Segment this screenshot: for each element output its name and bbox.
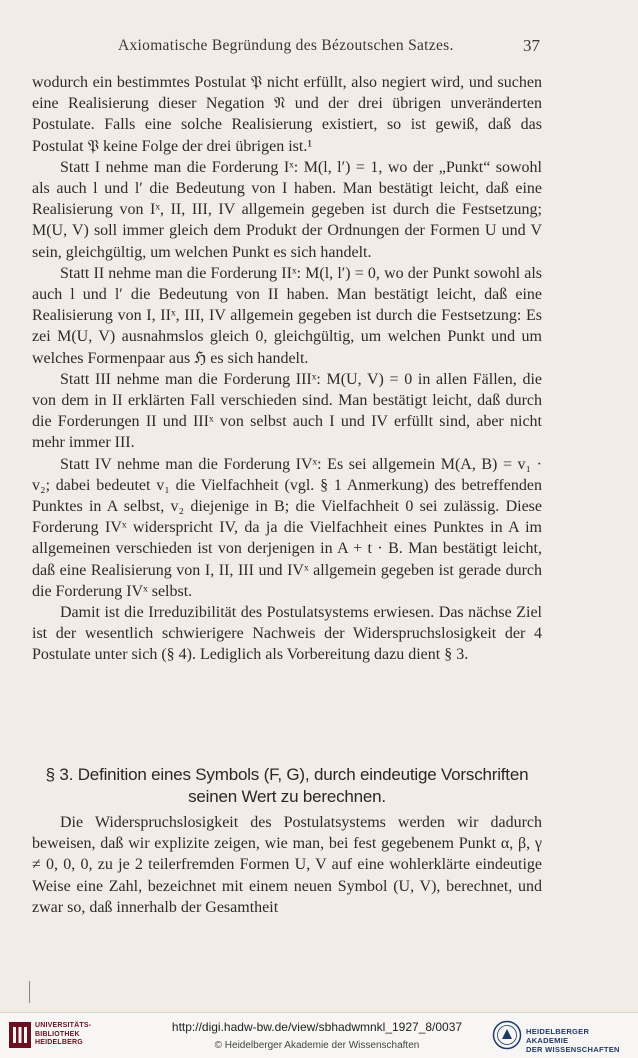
running-title: Axiomatische Begründung des Bézoutschen Satzes.	[118, 37, 454, 54]
paragraph: Statt III nehme man die Forderung IIIˣ: M(U, V) = 0 in allen Fällen, die von dem in II erklärten Fall verschieden sind. Man bestätigt leicht, daß durch die Forderungen II und IIIˣ von selbst auch I und IV erfüllt sind, aber nicht mehr immer III.	[32, 370, 542, 452]
academy-logo[interactable]	[492, 1018, 630, 1054]
section-body	[32, 812, 542, 918]
library-emblem-icon	[8, 1021, 32, 1049]
paragraph: Statt I nehme man die Forderung Iˣ: M(l, l′) = 1, wo der „Punkt“ sowohl als auch l und l′ die Bedeutung von I haben. Man bestätigt leicht, daß eine Realisierung von Iˣ, II, III, IV allgemein gegeben ist durch die Festsetzung; M(U, V) soll immer gleich dem Produkt der Ordnungen der Formen U und V sein, gleichgültig, um welchen Punkt es sich handelt.	[32, 158, 542, 261]
viewer-footer	[0, 1012, 638, 1058]
academy-seal-icon	[492, 1020, 522, 1050]
section-heading-line: seinen Wert zu berechnen.	[188, 787, 386, 806]
page-number: 37	[523, 36, 540, 55]
permalink-url[interactable]: http://digi.hadw-bw.de/view/sbhadwmnkl_1927_8/0037	[171, 1020, 463, 1034]
library-logo-text: UNIVERSITÄTS- BIBLIOTHEK HEIDELBERG	[35, 1022, 92, 1046]
paragraph: Damit ist die Irreduzibilität des Postulatsystems erwiesen. Das nächse Ziel ist der wesentlich schwierigere Nachweis der Widerspruchslosigkeit der 4 Postulate unter sich (§ 4). Lediglich als Vorbereitung dazu dient § 3.	[32, 604, 542, 664]
paragraph: Statt IV nehme man die Forderung IVˣ: Es sei allgemein M(A, B) = v₁ · v₂; dabei bedeutet v₁ die Vielfachheit (vgl. § 1 Anmerkung) des betreffenden Punktes in A selbst, v₂ diejenige in B; die Vielfachheit 0 sei zulässig. Diese Forderung IVˣ widerspricht IV, da ja die Vielfachheit eines Punktes in A im allgemeinen verschieden ist von derjenigen in A + t · B. Man bestätigt leicht, daß eine Realisierung von I, II, III und IVˣ allgemein gegeben ist gerade durch die Forderung IVˣ selbst.	[32, 455, 542, 600]
section-heading-line: § 3. Definition eines Symbols (F, G), durch eindeutige Vorschriften	[45, 765, 529, 784]
body-text	[32, 72, 542, 666]
margin-mark	[29, 981, 30, 1003]
copyright-notice: © Heidelberger Akademie der Wissenschaften	[214, 1040, 420, 1051]
paragraph: Die Widerspruchslosigkeit des Postulatsystems werden wir dadurch beweisen, daß wir explizite zeigen, wie man, bei fest gegebenem Punkt α, β, γ ≠ 0, 0, 0, zu je 2 teilerfremden Formen U, V auf eine wohlerklärte eindeutige Weise eine Zahl, bezeichnet mit einem neuen Symbol (U, V), berechnet, und zwar so, daß innerhalb der Gesamtheit	[32, 814, 542, 916]
university-library-logo[interactable]	[8, 1018, 138, 1054]
paragraph: Statt II nehme man die Forderung IIˣ: M(l, l′) = 0, wo der Punkt sowohl als auch l und l′ die Bedeutung von II haben. Man bestätigt leicht, daß eine Realisierung von I, IIˣ, III, IV allgemein gegeben ist durch die Festsetzung: Es zei M(U, V) ausnahmslos gleich 0, gleichgültig, um welchen Punkt und um welches Formenpaar aus ℌ es sich handelt.	[32, 264, 542, 367]
academy-logo-text: HEIDELBERGER AKADEMIE DER WISSENSCHAFTEN	[526, 1027, 620, 1054]
section-heading	[34, 764, 540, 808]
paragraph: wodurch ein bestimmtes Postulat 𝔓 nicht erfüllt, also negiert wird, und suchen eine Realisierung dieser Negation 𝔑 und der drei übrigen unveränderten Postulate. Falls eine solche Realisierung existiert, so ist gewiß, daß das Postulat 𝔓 keine Folge der drei übrigen ist.¹	[32, 74, 542, 155]
